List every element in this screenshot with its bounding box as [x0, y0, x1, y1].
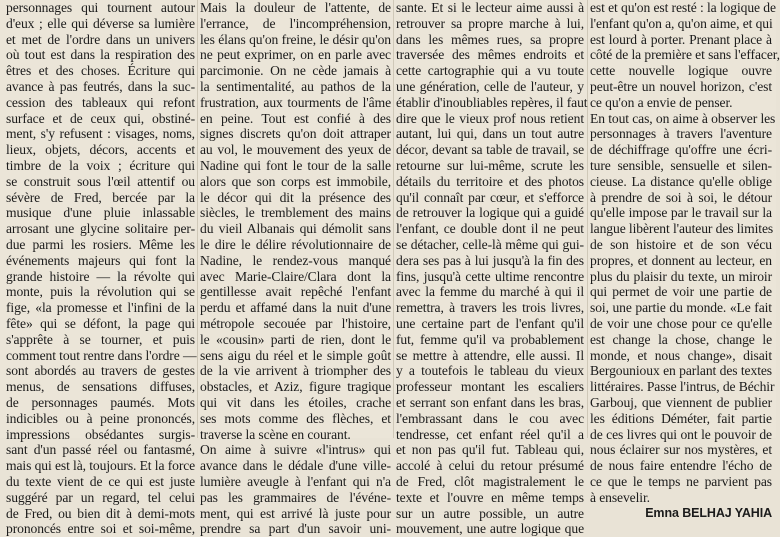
text-line: avec Marie-Claire/Clara dont la	[200, 268, 391, 284]
text-line: à ensevelir.	[590, 489, 650, 505]
text-line: pas les grammaires de l'événe-	[200, 489, 391, 505]
text-line: monte, puis la révolution qui se	[6, 284, 195, 300]
text-line: du texte vient de ce qui est juste	[6, 473, 195, 489]
text-line: alors que son corps est immobile,	[200, 173, 391, 189]
text-line: parcimonie. On ne cède jamais à	[200, 63, 391, 79]
text-line: personnages à travers l'aventure	[590, 126, 772, 142]
text-line: signes discrets qu'on doit attraper	[200, 126, 391, 142]
text-line: du vieil Albanais qui démolit sans	[200, 221, 391, 237]
text-line: nous éclairer sur nos mystères, et	[590, 442, 772, 458]
text-line: l'enfant, ce double dont il ne peut	[396, 221, 584, 237]
text-line: comment tout rentre dans l'ordre —	[6, 347, 197, 363]
text-line: fête» qui se défont, la page qui	[6, 315, 195, 331]
text-line: à prendre de soi à soi, le détour	[590, 189, 772, 205]
text-line: dans les mêmes rues, sa propre	[396, 31, 584, 47]
text-line: langue libèrent l'auteur des limites	[590, 221, 774, 237]
text-line: qui permet de voir une partie de	[590, 284, 772, 300]
text-line: cette cartographie qui a vu toute	[396, 63, 584, 79]
text-line: au vol, le mouvement des yeux de	[200, 142, 391, 158]
text-line: de nous faire entendre l'écho de	[590, 458, 772, 474]
text-line: personnages qui tournent autour	[6, 0, 195, 15]
text-line: mouvement, une autre logique que	[396, 521, 584, 537]
text-line: propres, et donnent au lecteur, en	[590, 252, 772, 268]
text-line: mais qui est là, toujours. Et la force	[6, 458, 196, 474]
text-line: fige, «la promesse et l'infini de la	[6, 300, 195, 316]
text-line: retrouver sa propre marche à lui,	[396, 15, 584, 31]
text-line: avec la femme du marché à qui il	[396, 284, 584, 300]
text-line: perdu et affamé dans la nuit d'une	[200, 300, 391, 316]
author-signature: Emna BELHAJ YAHIA	[645, 505, 772, 520]
text-line: qui vit dans les étoiles, crache	[200, 394, 391, 410]
text-line: Garbouj, que viennent de publier	[590, 394, 772, 410]
text-line: fins, jusqu'à cette ultime rencontre	[396, 268, 584, 284]
text-line: sante. Et si le lecteur aime aussi à	[396, 0, 584, 15]
text-line: une génération, celle de l'auteur, y	[396, 78, 584, 94]
text-line: décor, devant sa table de travail, se	[396, 142, 584, 158]
text-line: surface et de ceux qui, obstiné-	[6, 110, 195, 126]
text-line: de déchiffrage qu'offre une écri-	[590, 142, 772, 158]
text-line: et met de l'ordre dans un univers	[6, 31, 195, 47]
text-line: côté de la première et sans l'effacer,	[590, 47, 780, 63]
text-line: est et qu'on est resté : la logique de	[590, 0, 776, 15]
text-line: En tout cas, on aime à observer les	[590, 110, 776, 126]
text-line: sant d'un passé réel ou fantasmé,	[6, 442, 195, 458]
text-line: dera ses pas à lui jusqu'à la fin des	[396, 252, 584, 268]
text-line: siècles, le tremblement des mains	[200, 205, 391, 221]
text-line: monde, et nous change», disait	[590, 347, 772, 363]
text-line: l'embrassant dans le cou avec	[396, 410, 584, 426]
text-line: sévère de Fred, bercée par la	[6, 189, 195, 205]
text-line: ment, s'y refusent : visages, noms,	[6, 126, 195, 142]
text-line: retourne sur lui-même, scrute les	[396, 157, 584, 173]
text-line: cette nouvelle logique ouvre	[590, 63, 772, 79]
text-line: lieux, objets, décors, accents et	[6, 142, 195, 158]
text-line: ses mots comme des flèches, et	[200, 410, 391, 426]
column-3	[396, 0, 588, 537]
text-line: de retrouver la logique qui a guidé	[396, 205, 584, 221]
text-line: accolé à celui du retour présumé	[396, 458, 584, 474]
text-line: ce que le temps ne parvient pas	[590, 473, 772, 489]
text-line: détails du territoire et des photos	[396, 173, 584, 189]
text-line: événements majeurs qui font la	[6, 252, 195, 268]
text-line: sens aigu du réel et le simple goût	[200, 347, 391, 363]
text-line: une certaine part de l'enfant qu'il	[396, 315, 584, 331]
text-line: le «cousin» parti de rien, dont le	[200, 331, 391, 347]
text-line: se construit sous l'œil attentif ou	[6, 173, 195, 189]
text-line: et non pas qu'il fut. Tableau qui,	[396, 442, 584, 458]
text-line: musique d'une pluie inlassable	[6, 205, 195, 221]
text-line: impressions obsédantes surgis-	[6, 426, 195, 442]
text-line: tendresse, cet enfant réel qu'il a	[396, 426, 584, 442]
text-line: établir d'inoubliables repères, il faut	[396, 94, 588, 110]
text-line: cession des tableaux qui refont	[6, 94, 195, 110]
text-line: en peine. Tout est confié à des	[200, 110, 391, 126]
text-line: plus du plaisir du texte, un miroir	[590, 268, 772, 284]
text-line: y a toutefois le tableau du vieux	[396, 363, 584, 379]
text-line: se détacher, celle-là même qui gui-	[396, 236, 584, 252]
text-line: suggéré par un regard, tel celui	[6, 489, 195, 505]
text-line: qu'elle impose par le travail sur la	[590, 205, 772, 221]
text-line: ture sensible, sensuelle et silen-	[590, 157, 772, 173]
text-line: Nadine, le rendez-vous manqué	[200, 252, 391, 268]
text-line: Bergounioux en parlant des textes	[590, 363, 772, 379]
text-line: de voir une chose pour ce qu'elle	[590, 315, 772, 331]
text-line: grande histoire — la révolte qui	[6, 268, 195, 284]
text-line: métropole secouée par l'histoire,	[200, 315, 391, 331]
text-line: avance à pas feutrés, dans la suc-	[6, 78, 195, 94]
text-line: ment, qui est arrivé là juste pour	[200, 505, 391, 521]
text-line: et serrant son enfant dans les bras,	[396, 394, 584, 410]
text-line: soi, une partie du monde. «Le fait	[590, 300, 772, 316]
text-line: les élans qu'on freine, le désir qu'on	[200, 31, 391, 47]
text-line: est change la chose, change le	[590, 331, 772, 347]
text-line: prendre sa part d'un savoir uni-	[200, 521, 391, 537]
text-line: On aime à suivre «l'intrus» qui	[200, 442, 391, 458]
text-line: professeur montant les escaliers	[396, 379, 584, 395]
text-line: frustration, aux tourments de l'âme	[200, 94, 391, 110]
text-line: se mettre à attendre, elle aussi. Il	[396, 347, 584, 363]
text-line: Nadine qui font le tour de la salle	[200, 157, 391, 173]
text-line: timbre de la voix ; écriture qui	[6, 157, 195, 173]
text-line: est lourd à porter. Prenant place à	[590, 31, 772, 47]
text-line: prononcés entre soi et soi-même,	[6, 521, 195, 537]
text-line: remettra, à travers les trois livres,	[396, 300, 584, 316]
text-line: le dire le délire révolutionnaire de	[200, 236, 391, 252]
text-line: l'errance, de l'incompréhension,	[200, 15, 391, 31]
text-line: lumière aveugle à l'enfant qui n'a	[200, 473, 391, 489]
text-line: arrosant une glycine solitaire per-	[6, 221, 195, 237]
text-line: sur un autre possible, un autre	[396, 505, 584, 521]
text-line: la sentimentalité, au pathos de la	[200, 78, 391, 94]
text-line: qu'il connaît par cœur, et s'efforce	[396, 189, 584, 205]
text-line: Mais la douleur de l'attente, de	[200, 0, 391, 15]
text-line: traverse la scène en courant.	[200, 426, 351, 442]
text-line: littéraires. Passe l'intrus, de Béchir	[590, 379, 775, 395]
text-line: avance dans le dédale d'une ville-	[200, 458, 391, 474]
text-line: d'eux ; elle qui déverse sa lumière	[6, 15, 195, 31]
text-line: gentillesse avait repêché l'enfant	[200, 284, 391, 300]
text-line: ne peut exprimer, on en parle avec	[200, 47, 391, 63]
text-line: traversée des mêmes endroits et	[396, 47, 584, 63]
text-line: de ces livres qui ont le pouvoir de	[590, 426, 772, 442]
text-line: sont abordés au travers de gestes	[6, 363, 195, 379]
column-rule	[197, 0, 198, 438]
text-line: ce qu'on a envie de penser.	[590, 94, 733, 110]
text-line: de la vie arrivent à triompher des	[200, 363, 391, 379]
text-line: de son histoire et de son vécu	[590, 236, 772, 252]
text-line: menus, de sensations diffuses,	[6, 379, 195, 395]
column-rule	[393, 0, 394, 438]
column-4	[590, 0, 780, 520]
text-line: les éditions Déméter, fait partie	[590, 410, 772, 426]
column-rule	[587, 0, 588, 438]
text-line: de Fred, clôt magistralement le	[396, 473, 584, 489]
text-line: peut-être un nouvel horizon, c'est	[590, 78, 772, 94]
text-line: obstacles, et Aziz, figure tragique	[200, 379, 391, 395]
text-line: de personnages paumés. Mots	[6, 394, 195, 410]
text-line: indicibles ou à peine prononcés,	[6, 410, 195, 426]
text-line: fut, femme qu'il va probablement	[396, 331, 584, 347]
text-line: où tout est dans la respiration des	[6, 47, 195, 63]
text-line: l'enfant qu'on a, qu'on aime, et qui	[590, 15, 773, 31]
text-line: le décor qui dit la présence des	[200, 189, 391, 205]
column-2	[200, 0, 391, 537]
text-line: autant, lui qui, dans un tout autre	[396, 126, 584, 142]
column-1	[6, 0, 197, 537]
text-line: s'apprête à se tourner, et puis	[6, 331, 195, 347]
text-line: due parmi les rosiers. Même les	[6, 236, 195, 252]
text-line: texte et l'ouvre en même temps	[396, 489, 584, 505]
text-line: êtres et des choses. Écriture qui	[6, 63, 195, 79]
text-line: dire que le vieux prof nous retient	[396, 110, 584, 126]
text-line: cieuse. La distance qu'elle oblige	[590, 173, 772, 189]
text-line: de Fred, ou bien dit à demi-mots	[6, 505, 195, 521]
